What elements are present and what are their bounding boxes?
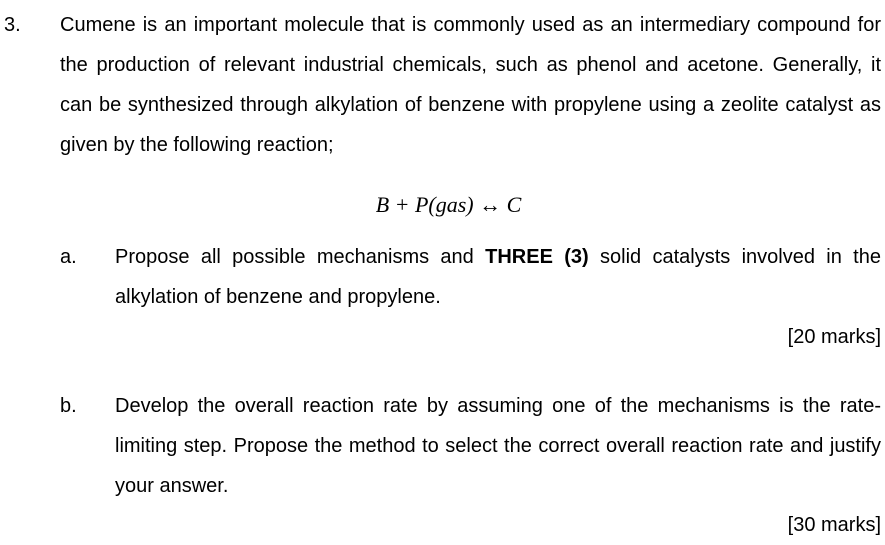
part-a-text-after: solid catalysts involved in the alkylation of benzene and propylene. [115,246,881,308]
part-a-marks: [20 marks] [787,326,881,348]
part-b-letter: b. [60,395,77,417]
part-a-text-bold: THREE (3) [485,246,589,268]
part-b-marks: [30 marks] [787,514,881,536]
question-intro: Cumene is an important molecule that is commonly used as an intermediary compound for the production of relevant industrial chemicals, such as phenol and acetone. Generally, it can be synthesized through alkylation of benzene with propylene using a zeolite catalyst as given by the following reaction; [60,14,881,156]
question-number: 3. [4,14,21,36]
part-a-text-before: Propose all possible mechanisms and [115,246,486,268]
part-a-text [115,237,881,317]
reaction-equation: B + P(gas) ↔ C [375,192,522,217]
part-b-text: Develop the overall reaction rate by assuming one of the mechanisms is the rate-limiting step. Propose the method to select the correct overall reaction rate and justify your answer. [115,395,881,497]
part-a-letter: a. [60,246,77,268]
